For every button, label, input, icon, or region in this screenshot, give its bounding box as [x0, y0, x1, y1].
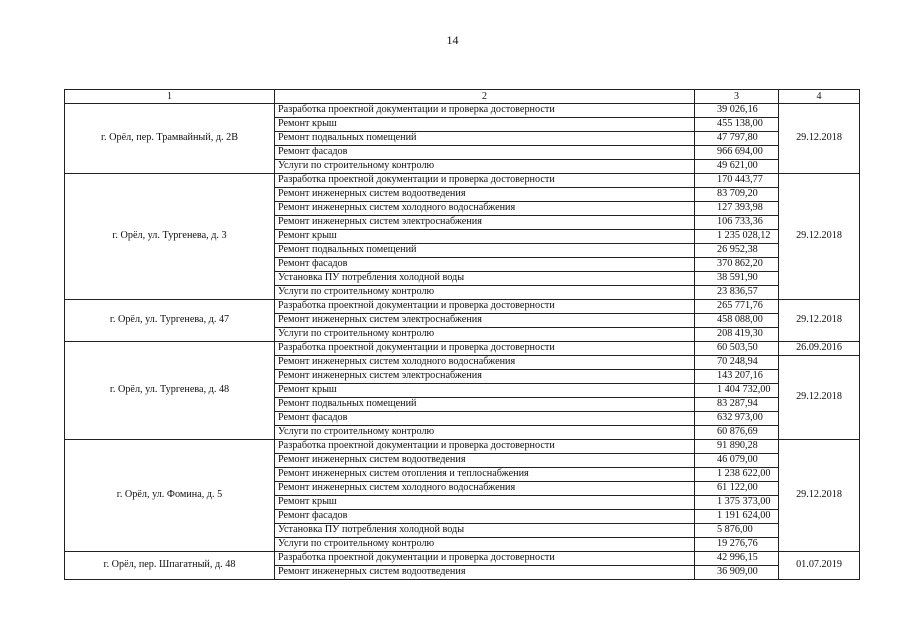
- work-type-cell: Ремонт инженерных систем холодного водоснабжения: [275, 482, 695, 496]
- amount-cell: 23 836,57: [695, 286, 779, 300]
- amount-cell: 5 876,00: [695, 524, 779, 538]
- work-type-cell: Разработка проектной документации и проверка достоверности: [275, 440, 695, 454]
- amount-cell: 83 709,20: [695, 188, 779, 202]
- amount-cell: 19 276,76: [695, 538, 779, 552]
- table-row: [65, 300, 860, 314]
- amount-cell: 1 191 624,00: [695, 510, 779, 524]
- amount-cell: 38 591,90: [695, 272, 779, 286]
- amount-cell: 966 694,00: [695, 146, 779, 160]
- column-header: 1: [65, 90, 275, 104]
- table-row: [65, 174, 860, 188]
- address-cell: г. Орёл, ул. Тургенева, д. 47: [65, 300, 275, 342]
- table-row: [65, 104, 860, 118]
- work-type-cell: Ремонт фасадов: [275, 412, 695, 426]
- work-type-cell: Ремонт фасадов: [275, 258, 695, 272]
- work-type-cell: Ремонт инженерных систем холодного водоснабжения: [275, 202, 695, 216]
- column-header: 4: [779, 90, 860, 104]
- work-type-cell: Услуги по строительному контролю: [275, 426, 695, 440]
- amount-cell: 458 088,00: [695, 314, 779, 328]
- work-type-cell: Разработка проектной документации и проверка достоверности: [275, 104, 695, 118]
- amount-cell: 370 862,20: [695, 258, 779, 272]
- amount-cell: 60 503,50: [695, 342, 779, 356]
- date-cell: 29.12.2018: [779, 104, 860, 174]
- work-type-cell: Разработка проектной документации и проверка достоверности: [275, 342, 695, 356]
- amount-cell: 39 026,16: [695, 104, 779, 118]
- work-type-cell: Разработка проектной документации и проверка достоверности: [275, 300, 695, 314]
- address-cell: г. Орёл, ул. Тургенева, д. 48: [65, 342, 275, 440]
- amount-cell: 1 235 028,12: [695, 230, 779, 244]
- work-type-cell: Установка ПУ потребления холодной воды: [275, 272, 695, 286]
- table-row: [65, 552, 860, 566]
- column-header: 3: [695, 90, 779, 104]
- amount-cell: 1 375 373,00: [695, 496, 779, 510]
- amount-cell: 127 393,98: [695, 202, 779, 216]
- work-type-cell: Ремонт крыш: [275, 230, 695, 244]
- work-type-cell: Разработка проектной документации и проверка достоверности: [275, 174, 695, 188]
- amount-cell: 1 404 732,00: [695, 384, 779, 398]
- work-type-cell: Разработка проектной документации и проверка достоверности: [275, 552, 695, 566]
- amount-cell: 455 138,00: [695, 118, 779, 132]
- work-type-cell: Услуги по строительному контролю: [275, 538, 695, 552]
- amount-cell: 106 733,36: [695, 216, 779, 230]
- work-type-cell: Услуги по строительному контролю: [275, 286, 695, 300]
- address-cell: г. Орёл, пер. Трамвайный, д. 2В: [65, 104, 275, 174]
- amount-cell: 208 419,30: [695, 328, 779, 342]
- table-row: [65, 342, 860, 356]
- work-type-cell: Ремонт инженерных систем водоотведения: [275, 566, 695, 580]
- amount-cell: 83 287,94: [695, 398, 779, 412]
- work-type-cell: Ремонт фасадов: [275, 146, 695, 160]
- work-type-cell: Услуги по строительному контролю: [275, 328, 695, 342]
- date-cell: 01.07.2019: [779, 552, 860, 580]
- amount-cell: 36 909,00: [695, 566, 779, 580]
- amount-cell: 26 952,38: [695, 244, 779, 258]
- work-type-cell: Ремонт крыш: [275, 384, 695, 398]
- work-type-cell: Ремонт инженерных систем отопления и теплоснабжения: [275, 468, 695, 482]
- work-type-cell: Услуги по строительному контролю: [275, 160, 695, 174]
- address-cell: г. Орёл, ул. Тургенева, д. 3: [65, 174, 275, 300]
- page-number: 14: [446, 33, 459, 47]
- amount-cell: 170 443,77: [695, 174, 779, 188]
- amount-cell: 60 876,69: [695, 426, 779, 440]
- address-cell: г. Орёл, ул. Фомина, д. 5: [65, 440, 275, 552]
- work-type-cell: Ремонт инженерных систем водоотведения: [275, 188, 695, 202]
- work-type-cell: Ремонт инженерных систем электроснабжения: [275, 216, 695, 230]
- amount-cell: 49 621,00: [695, 160, 779, 174]
- column-number-row: [65, 90, 860, 104]
- table-row: [65, 440, 860, 454]
- address-cell: г. Орёл, пер. Шпагатный, д. 48: [65, 552, 275, 580]
- amount-cell: 632 973,00: [695, 412, 779, 426]
- repair-schedule-table: [64, 89, 860, 580]
- work-type-cell: Ремонт фасадов: [275, 510, 695, 524]
- amount-cell: 42 996,15: [695, 552, 779, 566]
- amount-cell: 70 248,94: [695, 356, 779, 370]
- work-type-cell: Ремонт подвальных помещений: [275, 398, 695, 412]
- work-type-cell: Ремонт инженерных систем электроснабжения: [275, 370, 695, 384]
- work-type-cell: Ремонт инженерных систем холодного водоснабжения: [275, 356, 695, 370]
- work-type-cell: Ремонт инженерных систем водоотведения: [275, 454, 695, 468]
- amount-cell: 61 122,00: [695, 482, 779, 496]
- work-type-cell: Ремонт крыш: [275, 118, 695, 132]
- amount-cell: 1 238 622,00: [695, 468, 779, 482]
- work-type-cell: Ремонт подвальных помещений: [275, 244, 695, 258]
- work-type-cell: Установка ПУ потребления холодной воды: [275, 524, 695, 538]
- date-cell: 29.12.2018: [779, 300, 860, 342]
- amount-cell: 47 797,80: [695, 132, 779, 146]
- date-cell: 26.09.2016: [779, 342, 860, 356]
- column-header: 2: [275, 90, 695, 104]
- date-cell: 29.12.2018: [779, 174, 860, 300]
- amount-cell: 46 079,00: [695, 454, 779, 468]
- date-cell: 29.12.2018: [779, 356, 860, 440]
- work-type-cell: Ремонт инженерных систем электроснабжения: [275, 314, 695, 328]
- work-type-cell: Ремонт подвальных помещений: [275, 132, 695, 146]
- amount-cell: 143 207,16: [695, 370, 779, 384]
- work-type-cell: Ремонт крыш: [275, 496, 695, 510]
- amount-cell: 265 771,76: [695, 300, 779, 314]
- amount-cell: 91 890,28: [695, 440, 779, 454]
- date-cell: 29.12.2018: [779, 440, 860, 552]
